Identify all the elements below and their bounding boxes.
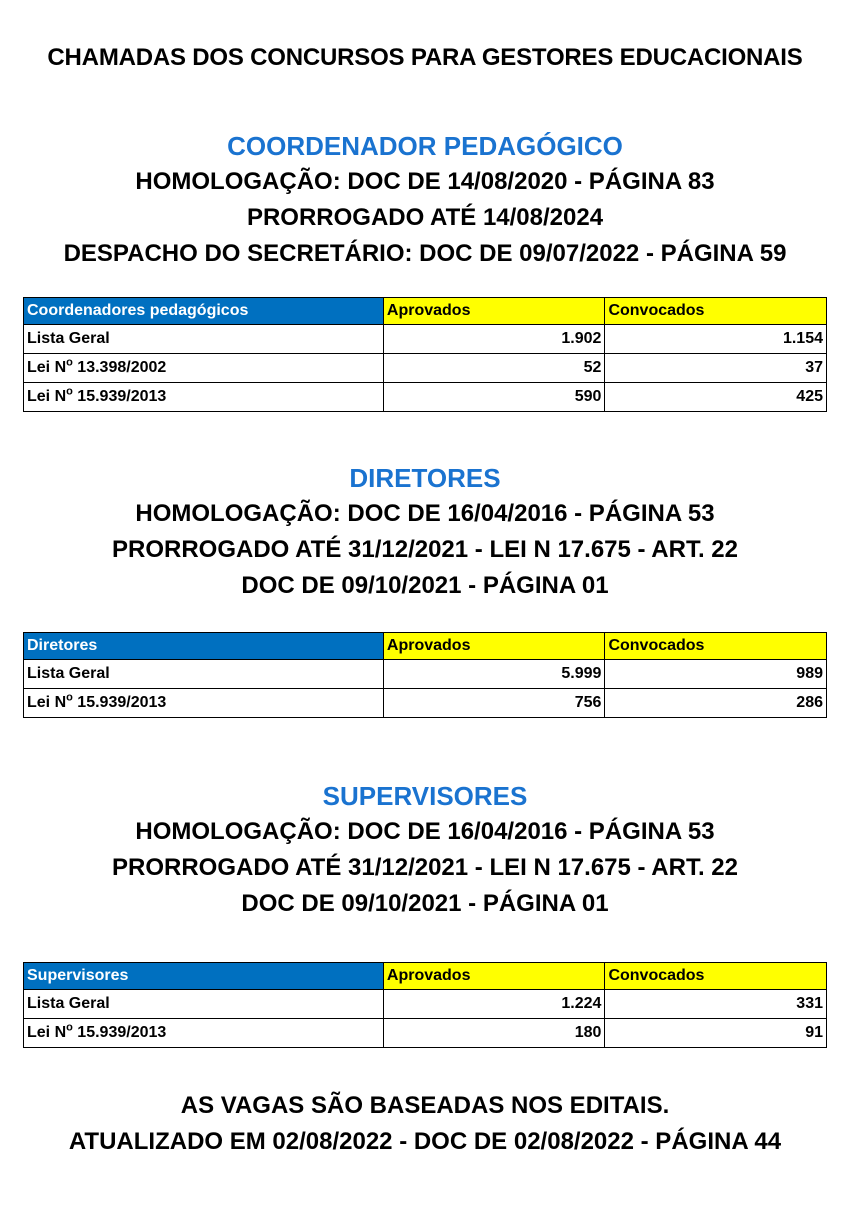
section-diretores [0,460,850,604]
table-coordenadores [23,297,827,412]
table-row [24,383,827,412]
cell-aprovados: 1.902 [383,325,605,354]
table-row [24,990,827,1019]
footer-line: ATUALIZADO EM 02/08/2022 - DOC DE 02/08/2022 - PÁGINA 44 [68,1128,782,1155]
header-aprovados: Aprovados [383,633,605,660]
table-diretores [23,632,827,718]
cell-aprovados: 5.999 [383,660,605,689]
cell-convocados: 425 [605,383,827,412]
section-title: DIRETORES [349,463,501,493]
section-coordenador [0,128,850,272]
section-line: PRORROGADO ATÉ 31/12/2021 - LEI N 17.675 - ART. 22 [112,854,738,881]
cell-convocados: 989 [605,660,827,689]
cell-aprovados: 180 [383,1019,605,1048]
section-line: DOC DE 09/10/2021 - PÁGINA 01 [241,890,609,917]
cell-aprovados: 52 [383,354,605,383]
footer-note [0,1088,850,1160]
section-line: PRORROGADO ATÉ 14/08/2024 [246,204,604,231]
row-label: Lista Geral [24,990,384,1019]
header-aprovados: Aprovados [383,298,605,325]
footer-line: AS VAGAS SÃO BASEADAS NOS EDITAIS. [180,1092,670,1119]
header-aprovados: Aprovados [383,963,605,990]
cell-aprovados: 756 [383,689,605,718]
section-title: COORDENADOR PEDAGÓGICO [227,131,623,161]
table-row [24,689,827,718]
cell-convocados: 91 [605,1019,827,1048]
cell-convocados: 1.154 [605,325,827,354]
row-label: Lista Geral [24,660,384,689]
row-label: Lista Geral [24,325,384,354]
row-label: Lei $N^o$ 15.939/2013 [24,689,384,718]
table-header-row [24,963,827,990]
header-convocados: Convocados [605,633,827,660]
table-row [24,1019,827,1048]
header-category: Coordenadores pedagógicos [24,298,384,325]
section-line: DESPACHO DO SECRETÁRIO: DOC DE 09/07/2022 - PÁGINA 59 [63,240,787,267]
cell-convocados: 331 [605,990,827,1019]
table-header-row [24,298,827,325]
header-category: Supervisores [24,963,384,990]
header-convocados: Convocados [605,298,827,325]
row-label: Lei $N^o$ 15.939/2013 [24,1019,384,1048]
row-label: Lei $N^o$ 15.939/2013 [24,383,384,412]
table-supervisores [23,962,827,1048]
table-row [24,354,827,383]
cell-convocados: 286 [605,689,827,718]
section-title: SUPERVISORES [322,781,528,811]
section-line: HOMOLOGAÇÃO: DOC DE 14/08/2020 - PÁGINA 83 [135,168,715,195]
table-row [24,660,827,689]
cell-convocados: 37 [605,354,827,383]
section-line: HOMOLOGAÇÃO: DOC DE 16/04/2016 - PÁGINA 53 [135,500,715,527]
header-convocados: Convocados [605,963,827,990]
section-supervisores [0,778,850,922]
cell-aprovados: 590 [383,383,605,412]
section-line: HOMOLOGAÇÃO: DOC DE 16/04/2016 - PÁGINA 53 [135,818,715,845]
row-label: Lei $N^o$ 13.398/2002 [24,354,384,383]
page-title: CHAMADAS DOS CONCURSOS PARA GESTORES EDUCACIONAIS [47,44,803,71]
header-category: Diretores [24,633,384,660]
section-line: DOC DE 09/10/2021 - PÁGINA 01 [241,572,609,599]
table-row [24,325,827,354]
section-line: PRORROGADO ATÉ 31/12/2021 - LEI N 17.675 - ART. 22 [112,536,738,563]
cell-aprovados: 1.224 [383,990,605,1019]
table-header-row [24,633,827,660]
